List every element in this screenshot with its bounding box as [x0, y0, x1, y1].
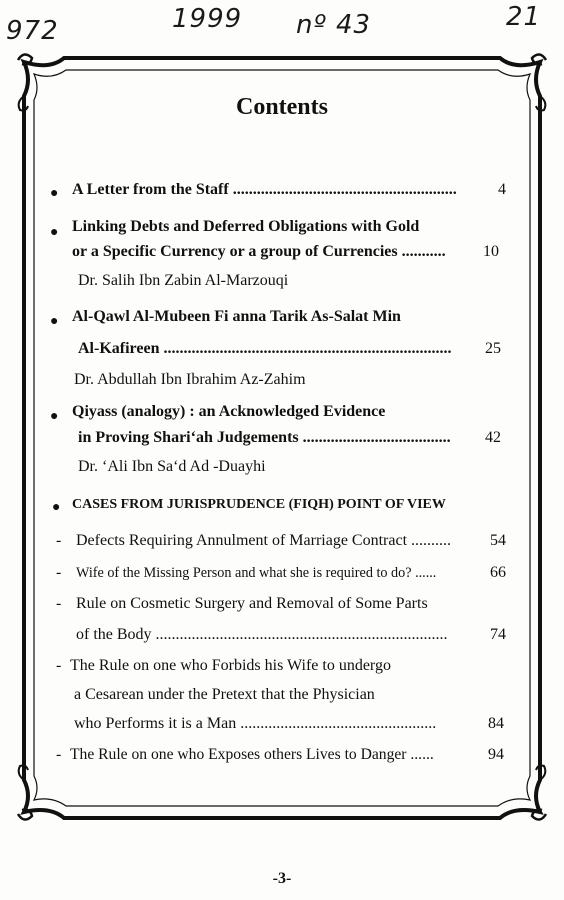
bullet-icon: ● — [50, 409, 59, 424]
handwritten-issue-number: nº 43 — [296, 10, 372, 40]
toc-entry-page: 4 — [498, 181, 506, 198]
handwritten-volume: 21 — [506, 2, 542, 32]
case-page: 66 — [490, 564, 506, 581]
handwritten-year: 1999 — [172, 4, 243, 34]
dash-marker: - — [56, 746, 62, 763]
section-heading: CASES FROM JURISPRUDENCE (FIQH) POINT OF VIEW — [72, 497, 446, 512]
toc-entry-page: 42 — [485, 429, 501, 446]
case-title-cont: of the Body ......................................................................... — [76, 626, 448, 643]
case-title-cont: who Performs it is a Man ................................................. — [74, 715, 437, 732]
toc-entry-title-cont: or a Specific Currency or a group of Currencies ........... — [72, 243, 446, 260]
case-page: 94 — [488, 746, 504, 763]
bullet-icon: ● — [50, 186, 59, 201]
toc-entry-title: A Letter from the Staff ........................................................ — [72, 181, 457, 198]
toc-entry-title: Linking Debts and Deferred Obligations with Gold — [72, 218, 420, 235]
case-title: Wife of the Missing Person and what she is required to do? ...... — [76, 565, 437, 581]
toc-entry-title: Qiyass (analogy) : an Acknowledged Evidence — [72, 403, 386, 420]
case-title: The Rule on one who Forbids his Wife to undergo — [70, 657, 391, 674]
dash-marker: - — [56, 532, 62, 549]
toc-entry-page: 10 — [483, 243, 499, 260]
dash-marker: - — [56, 657, 62, 674]
toc-entry-author: Dr. Salih Ibn Zabin Al-Marzouqi — [78, 272, 289, 289]
case-page: 54 — [490, 532, 506, 549]
toc-entry-title: Al-Qawl Al-Mubeen Fi anna Tarik As-Salat Min — [72, 308, 401, 325]
toc-entry-title-cont: Al-Kafireen ........................................................................ — [78, 340, 452, 357]
handwritten-number-972: 972 — [6, 16, 59, 46]
bullet-icon: ● — [52, 500, 61, 515]
case-title-cont: a Cesarean under the Pretext that the Physician — [74, 686, 375, 703]
case-title: Rule on Cosmetic Surgery and Removal of Some Parts — [76, 595, 428, 612]
toc-entry-title-cont: in Proving Shari‘ah Judgements ..................................... — [78, 429, 451, 446]
toc-entry-author: Dr. Abdullah Ibn Ibrahim Az-Zahim — [74, 371, 306, 388]
toc-entry-page: 25 — [485, 340, 501, 357]
bullet-icon: ● — [50, 314, 59, 329]
bullet-icon: ● — [50, 225, 59, 240]
dash-marker: - — [56, 564, 62, 581]
case-title: Defects Requiring Annulment of Marriage Contract .......... — [76, 532, 452, 549]
case-title: The Rule on one who Exposes others Lives to Danger ...... — [70, 746, 434, 763]
page-title: Contents — [235, 94, 328, 120]
case-page: 74 — [490, 626, 506, 643]
toc-entry-author: Dr. ‘Ali Ibn Sa‘d Ad -Duayhi — [78, 458, 266, 475]
page-number: -3- — [272, 870, 292, 887]
dash-marker: - — [56, 595, 62, 612]
case-page: 84 — [488, 715, 504, 732]
